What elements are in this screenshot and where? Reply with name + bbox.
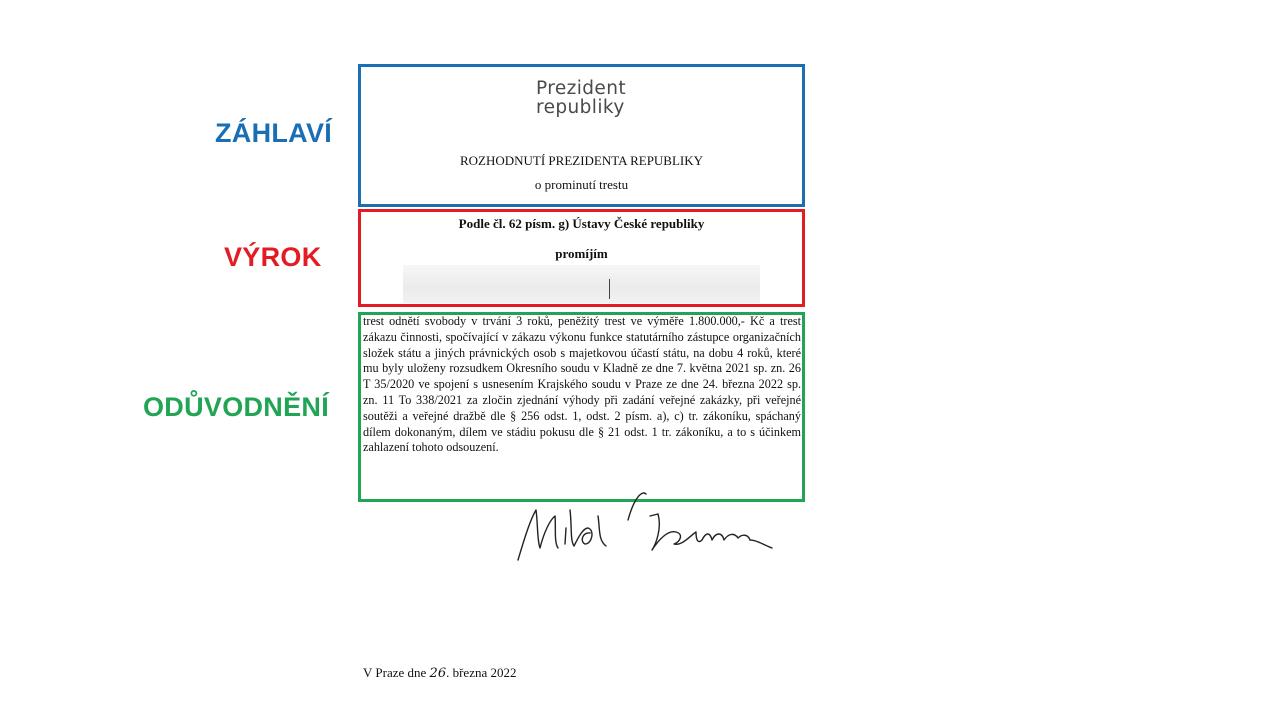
label-header: ZÁHLAVÍ xyxy=(215,118,333,148)
date-day-handwritten: 26 xyxy=(429,666,447,681)
handwritten-signature xyxy=(510,488,780,568)
verdict-statement: promíjím xyxy=(555,246,608,261)
president-logo-line1: Prezident xyxy=(536,78,626,99)
president-logo-line2: republiky xyxy=(536,97,625,118)
reasoning-text: trest odnětí svobody v trvání 3 roků, peněžitý trest ve výměře 1.800.000,- Kč a trest zákazu činnosti, spočívající v zákazu výkonu funkce statutárního zástupce organizačních složek státu a jiných právnických osob s majetkovou účastí státu, na dobu 4 roků, které mu byly uloženy rozsudkem Okresního soudu v Kladně ze dne 7. května 2021 sp. zn. 26 T 35/2020 ve spojení s usnesením Krajského soudu v Praze ze dne 24. března 2022 sp. zn. 11 To 338/2021 za zločin zjednání výhody při zadání veřejné zakázky, při veřejné soutěži a veřejné dražbě dle § 256 odst. 1, odst. 2 písm. a), c) tr. zákoníku, spáchaný dílem dokonaným, dílem ve stádiu pokusu dle § 21 odst. 1 tr. zákoníku, a to s účinkem zahlazení tohoto odsouzení. xyxy=(363,314,801,455)
document-title: ROZHODNUTÍ PREZIDENTA REPUBLIKY xyxy=(459,153,704,168)
redacted-name-area xyxy=(403,265,760,303)
document-subtitle: o prominutí trestu xyxy=(534,177,629,192)
date-suffix: . března 2022 xyxy=(446,665,517,680)
label-verdict: VÝROK xyxy=(224,242,322,272)
label-reasoning: ODŮVODNĚNÍ xyxy=(143,392,330,422)
signing-date xyxy=(363,665,516,681)
verdict-legal-basis: Podle čl. 62 písm. g) Ústavy České republiky xyxy=(458,216,705,231)
redaction-artifact-line xyxy=(609,279,610,299)
date-prefix: V Praze dne xyxy=(363,665,430,680)
